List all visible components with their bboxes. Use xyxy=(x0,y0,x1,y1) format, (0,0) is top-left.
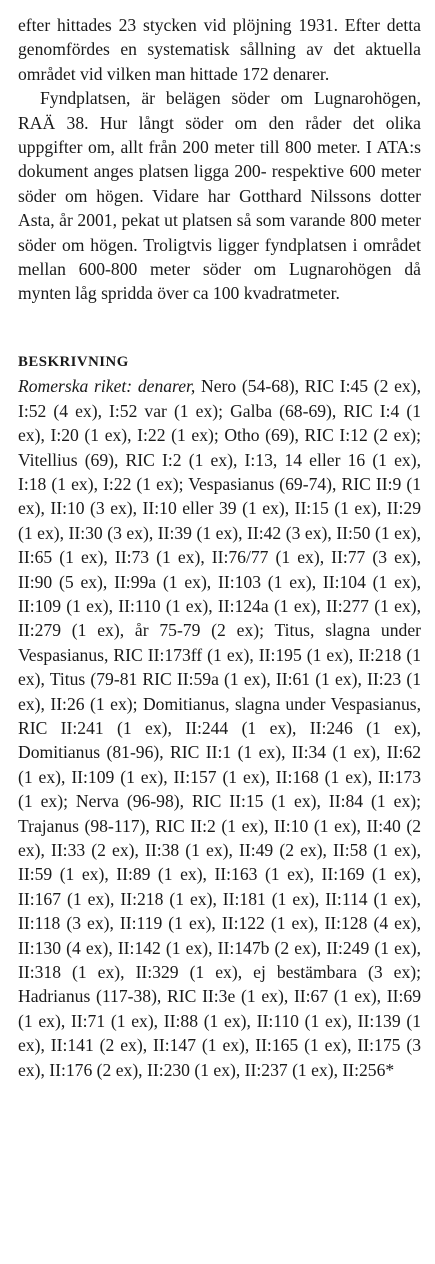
section-heading: BESKRIVNING xyxy=(18,353,129,370)
intro-paragraph: efter hittades 23 stycken vid plöjning 1931. Efter detta genomfördes en systematisk sållning av det aktuella området vid vilken man hittade 172 denarer. xyxy=(18,15,421,84)
description-body: Nero (54-68), RIC I:45 (2 ex), I:52 (4 ex), I:52 var (1 ex); Galba (68-69), RIC I:4 (1 ex), I:20 (1 ex), I:22 (1 ex); Otho (69), RIC I:12 (2 ex); Vitellius (69), RIC I:2 (1 ex), I:13, 14 eller 16 (1 ex), I:18 (1 ex), I:22 (1 ex); Vespasianus (69-74), RIC II:9 (1 ex), II:10 (3 ex), II:10 eller 39 (1 ex), II:15 (1 ex), II:29 (1 ex), II:30 (3 ex), II:39 (1 ex), II:42 (3 ex), II:50 (1 ex), II:65 (1 ex), II:73 (1 ex), II:76/77 (1 ex), II:77 (3 ex), II:90 (5 ex), II:99a (1 ex), II:103 (1 ex), II:104 (1 ex), II:109 (1 ex), II:110 (1 ex), II:124a (1 ex), II:277 (1 ex), II:279 (1 ex), år 75-79 (2 ex); Titus, slagna under Vespasianus, RIC II:173ff (1 ex), II:195 (1 ex), II:218 (1 ex), Titus (79-81 RIC II:59a (1 ex), II:61 (1 ex), II:23 (1 ex), II:26 (1 ex); Domitianus, slagna under Vespasianus, RIC II:241 (1 ex), II:244 (1 ex), II:246 (1 ex), Domitianus (81-96), RIC II:1 (1 ex), II:34 (1 ex), II:62 (1 ex), II:109 (1 ex), II:157 (1 ex), II:168 (1 ex), II:173 (1 ex); Nerva (96-98), RIC II:15 (1 ex), II:84 (1 ex); Trajanus (98-117), RIC II:2 (1 ex), II:10 (1 ex), II:40 (2 ex), II:33 (2 ex), II:38 (1 ex), II:49 (2 ex), II:58 (1 ex), II:59 (1 ex), II:89 (1 ex), II:163 (1 ex), II:169 (1 ex), II:167 (1 ex), II:218 (1 ex), II:181 (1 ex), II:114 (1 ex), II:118 (3 ex), II:119 (1 ex), II:122 (1 ex), II:128 (4 ex), II:130 (4 ex), II:142 (1 ex), II:147b (2 ex), II:249 (1 ex), II:318 (1 ex), II:329 (1 ex), ej bestämbara (3 ex); Hadrianus (117-38), RIC II:3e (1 ex), II:67 (1 ex), II:69 (1 ex), II:71 (1 ex), II:88 (1 ex), II:110 (1 ex), II:139 (1 ex), II:141 (2 ex), II:147 (1 ex), II:165 (1 ex), II:175 (3 ex), II:176 (2 ex), II:230 (1 ex), II:237 (1 ex), II:256* xyxy=(18,376,421,1080)
description-paragraph xyxy=(18,374,421,1082)
findspot-paragraph: Fyndplatsen, är belägen söder om Lugnarohögen, RAÄ 38. Hur långt söder om den råder det olika uppgifter om, allt från 200 meter till 800 meter. I ATA:s dokument anges platsen ligga 200- respektive 600 meter söder om högen. Vidare har Gotthard Nilssons dotter Asta, år 2001, pekat ut platsen så som varande 800 meter söder om högen. Troligtvis ligger fyndplatsen i området mellan 600-800 meter söder om Lugnarohögen då mynten låg spridda över ca 100 kvadratmeter. xyxy=(18,88,421,304)
description-lead: Romerska riket: denarer, xyxy=(18,376,196,397)
